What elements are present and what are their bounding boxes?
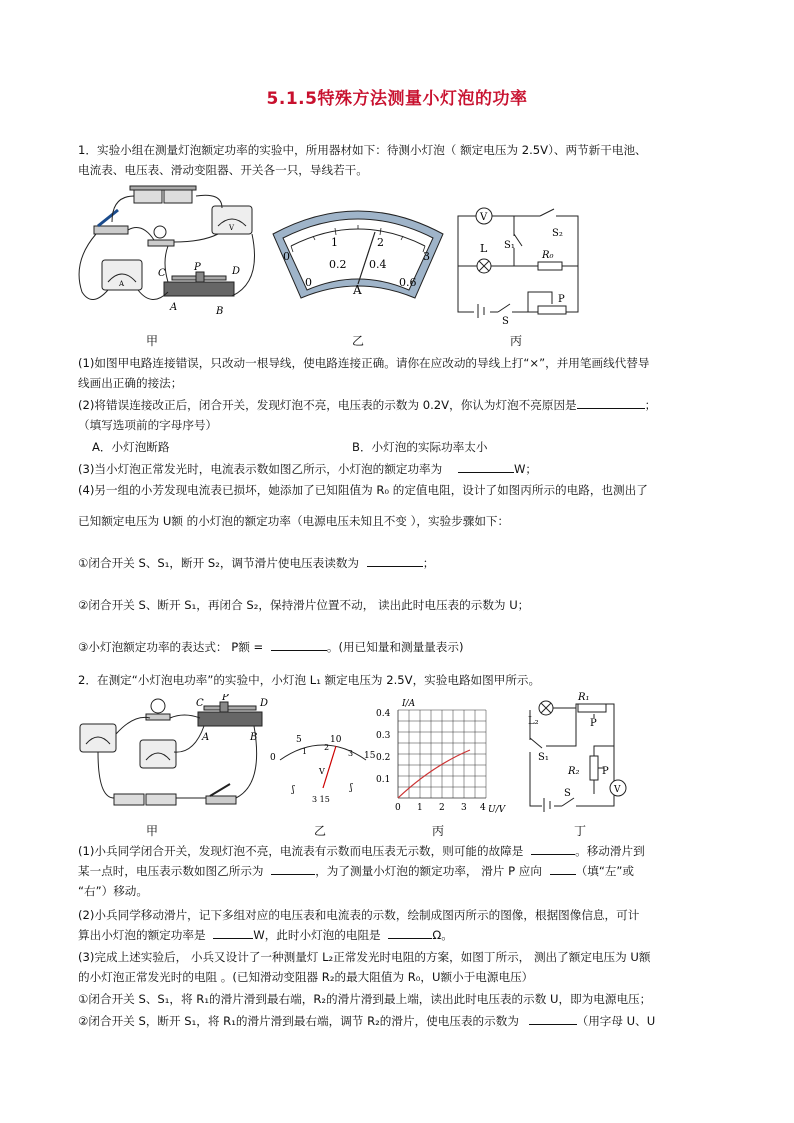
ammeter-top-1: 1 bbox=[331, 236, 338, 249]
graph-xtick-2: 2 bbox=[439, 803, 445, 813]
q2-step2-end: （用字母 U、U bbox=[576, 1014, 656, 1028]
ammeter-top-0: 0 bbox=[283, 250, 290, 263]
q1-step1-blank[interactable] bbox=[367, 554, 423, 567]
ammeter-bottom-2: 0.4 bbox=[369, 258, 387, 271]
q1-part3-text: (3)当小灯泡正常发光时，电流表示数如图乙所示，小灯泡的额定功率为 bbox=[78, 462, 443, 476]
rheostat-label-b: B bbox=[216, 306, 224, 317]
vmeter-inner-2: 2 bbox=[324, 743, 330, 752]
vmeter-inner-3: 3 bbox=[348, 749, 354, 758]
q2-part1-blank-fault[interactable] bbox=[531, 842, 575, 855]
q1-part2-end: ； bbox=[644, 398, 657, 412]
q1-part1-line-2: 线画出正确的接法； bbox=[78, 376, 183, 390]
q2-part2-b-mid: W，此时小灯泡的电阻是 bbox=[253, 928, 381, 942]
q1-step2-line: ②闭合开关 S、断开 S₁，再闭合 S₂，保持滑片位置不动， 读出此时电压表的示数为 U； bbox=[78, 598, 530, 612]
q2-part2-blank-power[interactable] bbox=[213, 926, 253, 939]
q2-caption-jia: 甲 bbox=[146, 824, 159, 838]
q1-option-b: B．小灯泡的实际功率太小 bbox=[352, 440, 488, 454]
q2-part1-b-end: （填“左”或 bbox=[575, 864, 635, 878]
q2-part1-blank-voltage[interactable] bbox=[271, 862, 315, 875]
ammeter-top-3: 3 bbox=[423, 250, 430, 263]
q2-caption-ding: 丁 bbox=[574, 824, 587, 838]
svg-text:D: D bbox=[260, 698, 269, 709]
q1-step3-blank[interactable] bbox=[271, 638, 327, 651]
svg-text:ʃ: ʃ bbox=[292, 785, 295, 795]
q1-figure-yi-ammeter bbox=[265, 206, 451, 302]
q1-part4-line-2: 已知额定电压为 U额 的小灯泡的额定功率（电源电压未知且不变 ），实验步骤如下： bbox=[78, 514, 510, 528]
q2-stem: 2．在测定“小灯泡电功率”的实验中，小灯泡 L₁ 额定电压为 2.5V，实验电路如图甲所示。 bbox=[78, 673, 541, 687]
q1-caption-jia: 甲 bbox=[146, 334, 159, 348]
ding-s-label: S bbox=[564, 788, 571, 799]
q2-caption-yi: 乙 bbox=[314, 824, 327, 838]
svg-text:ʃ: ʃ bbox=[350, 783, 353, 793]
vmeter-top-5: 5 bbox=[296, 735, 302, 745]
vmeter-inner-1: 1 bbox=[302, 747, 308, 756]
page-title: 5.1.5特殊方法测量小灯泡的功率 bbox=[266, 89, 528, 109]
q2-part3-line-2: 的小灯泡正常发光时的电阻 。(已知滑动变阻器 R₂的最大阻值为 R₀，U额小于电源电压） bbox=[78, 970, 534, 984]
q1-figure-bing-circuit bbox=[452, 206, 592, 324]
q2-figure-jia bbox=[74, 694, 274, 812]
q1-caption-yi: 乙 bbox=[352, 334, 365, 348]
rheostat-label-a: A bbox=[170, 302, 178, 313]
q1-part2-blank[interactable] bbox=[577, 396, 645, 409]
vmeter-top-10: 10 bbox=[330, 735, 342, 745]
q1-part1-line-1: (1)如图甲电路连接错误，只改动一根导线，使电路连接正确。请你在应改动的导线上打“×”，并用笔画线代替导 bbox=[78, 356, 650, 370]
graph-xtick-0: 0 bbox=[395, 803, 401, 813]
q2-part3-line-1: (3)完成上述实验后， 小兵又设计了一种测量灯 L₂正常发光时电阻的方案，如图丁所示， 测出了额定电压为 U额 bbox=[78, 950, 651, 964]
graph-xlabel: U/V bbox=[488, 805, 506, 815]
graph-xtick-4: 4 bbox=[480, 803, 486, 813]
graph-xtick-1: 1 bbox=[417, 803, 423, 813]
q1-step1-end: ； bbox=[422, 556, 435, 570]
q2-part1-b-mid: ，为了测量小灯泡的额定功率， 滑片 P 应向 bbox=[315, 864, 542, 878]
bing-r0-label: R₀ bbox=[542, 250, 554, 261]
q1-part2-line-2: （填写选项前的字母序号） bbox=[78, 418, 218, 432]
rheostat-label-p: P bbox=[194, 262, 201, 273]
q2-part1-line-2 bbox=[78, 862, 718, 880]
ding-r2-label: R₂ bbox=[568, 766, 580, 777]
q2-part2-b-text: 算出小灯泡的额定功率是 bbox=[78, 928, 206, 942]
q2-part2-line-1: (2)小兵同学移动滑片，记下多组对应的电压表和电流表的示数，绘制成图丙所示的图像，根据图像信息，可计 bbox=[78, 908, 640, 922]
q2-step2-line bbox=[78, 1012, 718, 1030]
q1-part3-end: W； bbox=[513, 462, 537, 476]
q2-step2-blank[interactable] bbox=[529, 1012, 577, 1025]
ding-l2-label: L₂ bbox=[528, 716, 539, 727]
bing-s-label: S bbox=[502, 316, 509, 324]
svg-text:V: V bbox=[229, 224, 235, 232]
q1-part2-text: (2)将错误连接改正后，闭合开关，发现灯泡不亮，电压表的示数为 0.2V，你认为灯泡不亮原因是 bbox=[78, 398, 577, 412]
q1-part4-line-1: (4)另一组的小芳发现电流表已损坏，她添加了已知阻值为 R₀ 的定值电阻，设计了如图丙所示的电路，也测出了 bbox=[78, 483, 648, 497]
graph-ytick-02: 0.2 bbox=[376, 753, 391, 763]
q1-step3-text: ③小灯泡额定功率的表达式： P额 = bbox=[78, 640, 264, 654]
q2-figure-yi-voltmeter bbox=[268, 730, 378, 806]
q2-part1-end: 。移动滑片到 bbox=[575, 844, 645, 858]
ding-voltmeter-label: V bbox=[614, 785, 621, 795]
q2-figure-bing-graph bbox=[372, 696, 510, 820]
q1-part3-blank[interactable] bbox=[458, 460, 514, 473]
svg-text:B: B bbox=[250, 732, 258, 743]
bing-voltmeter-label: V bbox=[480, 212, 488, 223]
q2-part2-line-2 bbox=[78, 926, 718, 944]
q2-part1-b-text: 某一点时，电压表示数如图乙所示为 bbox=[78, 864, 264, 878]
q2-part1-line-1 bbox=[78, 842, 718, 860]
graph-ytick-03: 0.3 bbox=[376, 731, 391, 741]
q2-part1-text: (1)小兵同学闭合开关，发现灯泡不亮，电流表有示数而电压表无示数，则可能的故障是 bbox=[78, 844, 524, 858]
q2-part2-b-end: Ω。 bbox=[432, 928, 453, 942]
graph-xtick-3: 3 bbox=[461, 803, 467, 813]
ding-r1-label: R₁ bbox=[578, 692, 590, 703]
vmeter-side-0: 0 bbox=[270, 753, 276, 763]
bing-s1-label: S₁ bbox=[504, 240, 515, 251]
q1-caption-bing: 丙 bbox=[510, 334, 523, 348]
q1-option-a: A．小灯泡断路 bbox=[92, 440, 170, 454]
q1-figure-jia bbox=[72, 182, 272, 318]
ammeter-unit: A bbox=[353, 283, 362, 297]
ammeter-bottom-1: 0.2 bbox=[329, 258, 347, 271]
svg-text:A: A bbox=[119, 280, 125, 288]
graph-ytick-04: 0.4 bbox=[376, 709, 391, 719]
q2-caption-bing: 丙 bbox=[432, 824, 445, 838]
ammeter-bottom-0: 0 bbox=[305, 276, 312, 289]
rheostat-label-d: D bbox=[232, 266, 241, 277]
svg-text:P: P bbox=[222, 694, 229, 703]
vmeter-needle bbox=[323, 746, 336, 788]
q1-step3-end: 。(用已知量和测量量表示) bbox=[326, 640, 464, 654]
q2-part1-line-3: “右”）移动。 bbox=[78, 884, 148, 898]
q2-step2-text: ②闭合开关 S，断开 S₁，将 R₁的滑片滑到最右端，调节 R₂的滑片，使电压表的示数为 bbox=[78, 1014, 519, 1028]
q1-stem-line-1: 1．实验小组在测量灯泡额定功率的实验中，所用器材如下：待测小灯泡（ 额定电压为 2.5V）、两节新干电池、 bbox=[78, 143, 647, 157]
ding-p1-label: P bbox=[590, 718, 597, 729]
q2-part2-blank-resistance[interactable] bbox=[388, 926, 432, 939]
q2-part1-blank-direction[interactable] bbox=[550, 862, 576, 875]
q1-part2-line-1 bbox=[78, 396, 718, 414]
q1-part3-line bbox=[78, 460, 718, 478]
vmeter-unit: V bbox=[319, 767, 325, 776]
ding-s1-label: S₁ bbox=[538, 752, 549, 763]
ammeter-bottom-3: 0.6 bbox=[399, 276, 417, 289]
q1-step3-line bbox=[78, 638, 718, 656]
rheostat-label-c: C bbox=[158, 268, 166, 279]
bing-s2-label: S₂ bbox=[552, 228, 563, 239]
vmeter-side-15: 15 bbox=[364, 751, 376, 761]
q1-step1-line bbox=[78, 554, 718, 572]
svg-text:C: C bbox=[196, 698, 204, 709]
bing-p-label: P bbox=[558, 294, 565, 305]
vmeter-terminals: 3 15 bbox=[312, 795, 330, 804]
graph-ytick-01: 0.1 bbox=[376, 775, 391, 785]
q1-stem-line-2: 电流表、电压表、滑动变阻器、开关各一只，导线若干。 bbox=[78, 163, 368, 177]
q2-step1-line: ①闭合开关 S、S₁，将 R₁的滑片滑到最右端，R₂的滑片滑到最上端，读出此时电压表的示数 U，即为电源电压； bbox=[78, 992, 652, 1006]
graph-ylabel: I/A bbox=[402, 699, 416, 709]
q1-step1-text: ①闭合开关 S、S₁，断开 S₂，调节滑片使电压表读数为 bbox=[78, 556, 360, 570]
svg-text:A: A bbox=[202, 732, 210, 743]
ding-p2-label: P bbox=[602, 766, 609, 777]
bing-lamp-label: L bbox=[480, 242, 488, 255]
q2-figure-ding-circuit bbox=[518, 690, 638, 820]
ammeter-top-2: 2 bbox=[377, 236, 384, 249]
